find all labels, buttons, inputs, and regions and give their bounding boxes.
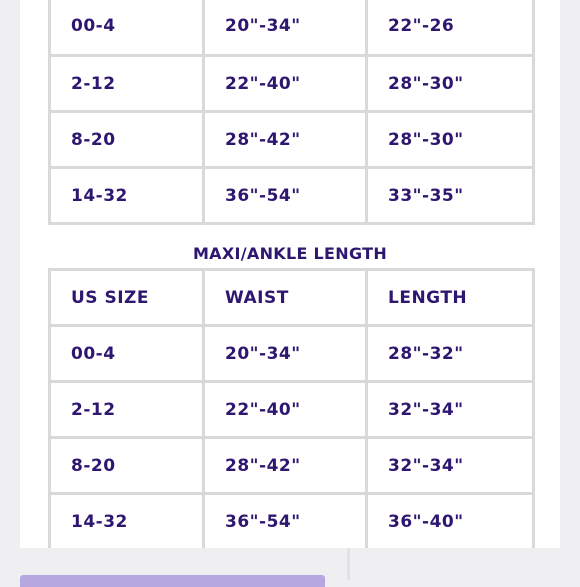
header-us-size: US SIZE xyxy=(50,270,204,326)
us-size-cell: 8-20 xyxy=(50,438,204,494)
header-length: LENGTH xyxy=(367,270,534,326)
table-header-row xyxy=(50,270,534,326)
length-cell: 36"-40" xyxy=(367,494,534,549)
bottom-action-bar[interactable] xyxy=(20,575,325,587)
length-cell: 22"-26 xyxy=(367,0,534,56)
waist-cell: 28"-42" xyxy=(204,112,367,168)
length-cell: 28"-32" xyxy=(367,326,534,382)
us-size-cell: 00-4 xyxy=(50,0,204,56)
length-cell: 28"-30" xyxy=(367,56,534,112)
table-row xyxy=(50,438,534,494)
table-row xyxy=(50,168,534,224)
page-divider xyxy=(347,548,350,580)
table-row xyxy=(50,382,534,438)
length-cell: 32"-34" xyxy=(367,438,534,494)
size-table-maxi xyxy=(48,268,535,548)
table-row xyxy=(50,0,534,56)
us-size-cell: 2-12 xyxy=(50,56,204,112)
table-row xyxy=(50,326,534,382)
table-row xyxy=(50,494,534,549)
waist-cell: 36"-54" xyxy=(204,168,367,224)
us-size-cell: 14-32 xyxy=(50,168,204,224)
size-chart-card xyxy=(20,0,560,548)
length-cell: 32"-34" xyxy=(367,382,534,438)
table-row xyxy=(50,112,534,168)
size-table-top xyxy=(48,0,535,225)
maxi-section-title: MAXI/ANKLE LENGTH xyxy=(192,244,388,263)
waist-cell: 22"-40" xyxy=(204,382,367,438)
header-waist: WAIST xyxy=(204,270,367,326)
length-cell: 28"-30" xyxy=(367,112,534,168)
us-size-cell: 2-12 xyxy=(50,382,204,438)
table-row xyxy=(50,56,534,112)
us-size-cell: 8-20 xyxy=(50,112,204,168)
us-size-cell: 00-4 xyxy=(50,326,204,382)
length-cell: 33"-35" xyxy=(367,168,534,224)
us-size-cell: 14-32 xyxy=(50,494,204,549)
waist-cell: 28"-42" xyxy=(204,438,367,494)
waist-cell: 22"-40" xyxy=(204,56,367,112)
waist-cell: 36"-54" xyxy=(204,494,367,549)
waist-cell: 20"-34" xyxy=(204,326,367,382)
waist-cell: 20"-34" xyxy=(204,0,367,56)
